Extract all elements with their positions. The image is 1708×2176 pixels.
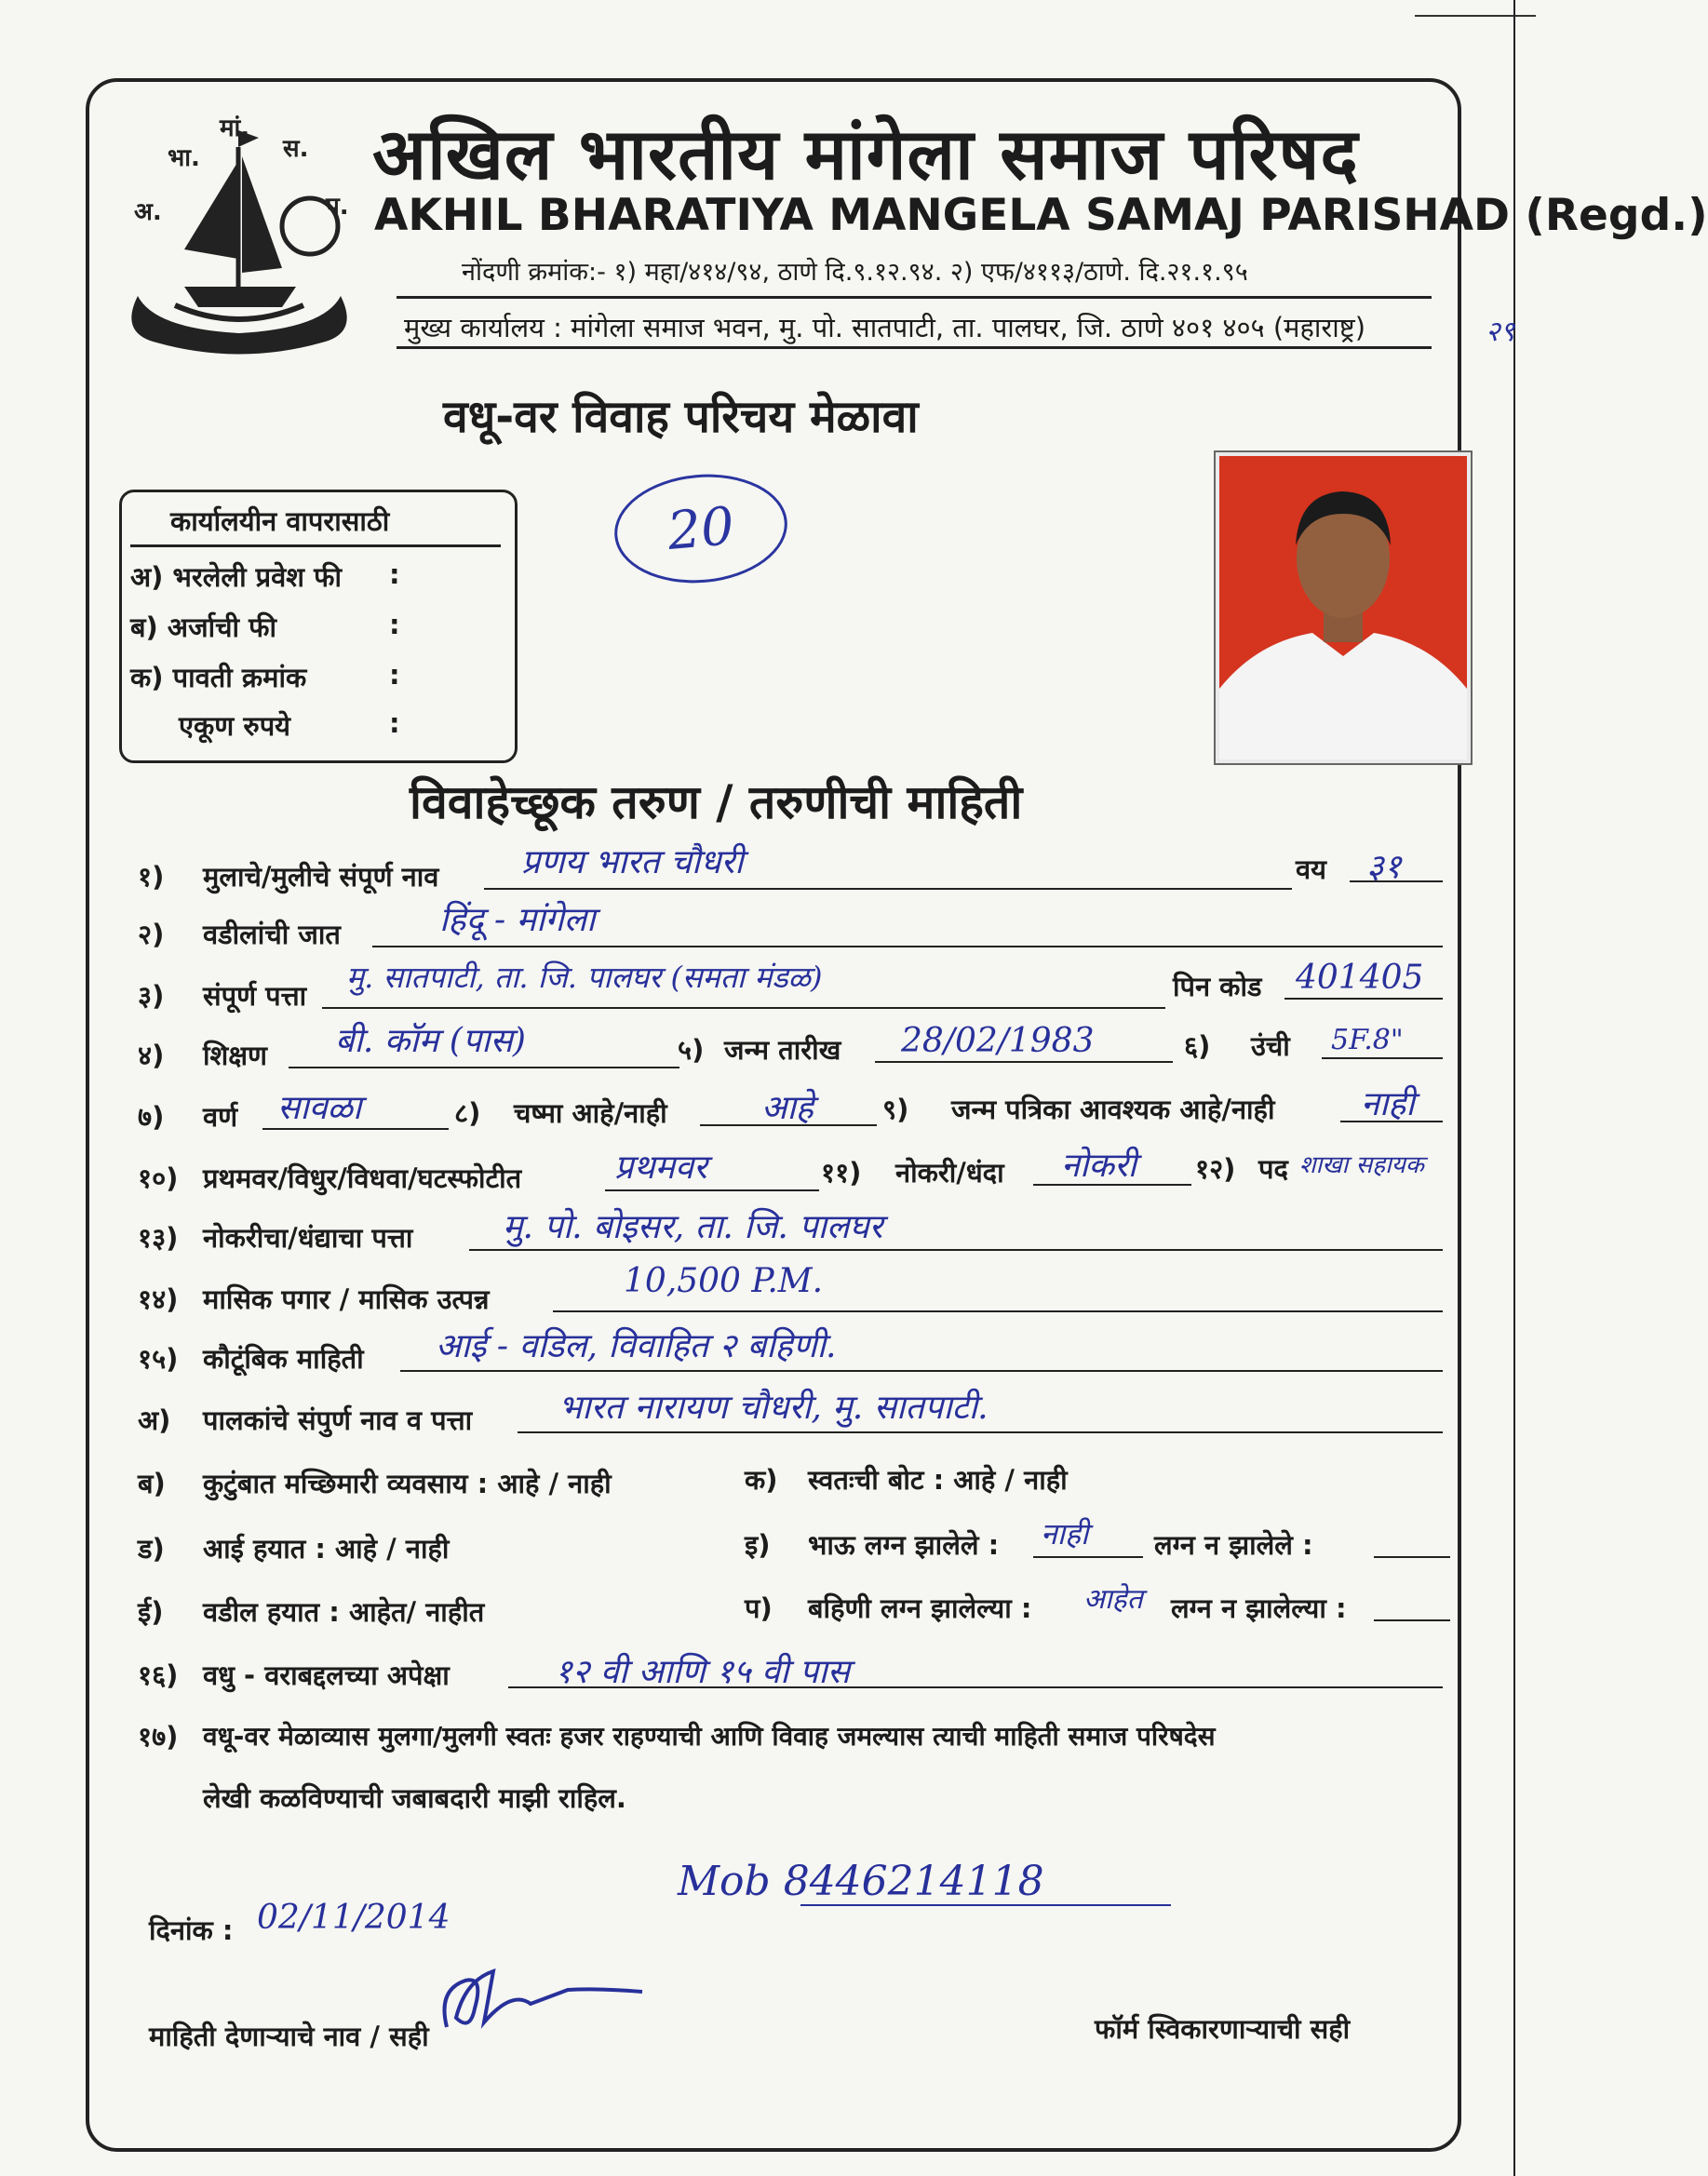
office-receipt-no-label: क) पावती क्रमांक	[130, 662, 307, 693]
logo-letter-bha: भा.	[168, 144, 200, 172]
fp-label2: लग्न न झालेल्या :	[1171, 1592, 1347, 1624]
fp-num: प)	[745, 1592, 773, 1624]
f1-num: १)	[138, 861, 165, 893]
f4-line	[289, 1067, 679, 1068]
fb-num: ब)	[138, 1468, 166, 1499]
f3-pin-line	[1284, 998, 1443, 1000]
f16-num: १६)	[138, 1659, 179, 1691]
f17-num: १७)	[138, 1721, 179, 1753]
f14-label: मासिक पगार / मासिक उत्पन्न	[203, 1283, 490, 1315]
f3-label: संपूर्ण पत्ता	[203, 980, 307, 1012]
f5-value: 28/02/1983	[901, 1022, 1095, 1060]
fa-label: पालकांचे संपुर्ण नाव व पत्ता	[203, 1404, 473, 1436]
f4-num: ४)	[138, 1040, 165, 1071]
fb-label: कुटुंबात मच्छिमारी व्यवसाय : आहे / नाही	[203, 1468, 612, 1499]
office-application-fee-sep: :	[389, 609, 400, 640]
fa-num: अ)	[138, 1404, 171, 1436]
fa-value: भारत नारायण चौधरी, मु. सातपाटी.	[558, 1389, 988, 1427]
applicant-signature	[428, 1953, 652, 2036]
f1-age-label: वय	[1296, 853, 1326, 885]
office-receipt-no-sep: :	[389, 659, 400, 691]
f3-pin-value: 401405	[1296, 959, 1424, 997]
serial-number: 20	[610, 467, 791, 590]
f5-num: ५)	[678, 1034, 705, 1066]
f10-value: प्रथमवर	[614, 1148, 707, 1187]
header-divider-2	[397, 346, 1432, 349]
f12-label: पद	[1258, 1153, 1288, 1185]
fe-label: वडील हयात : आहेत/ नाहीत	[203, 1596, 485, 1628]
fi-line2	[1374, 1556, 1450, 1558]
logo-letter-a: अ.	[134, 198, 162, 226]
f13-line	[469, 1249, 1443, 1251]
f11-value: नोकरी	[1061, 1147, 1137, 1185]
f9-label: जन्म पत्रिका आवश्यक आहे/नाही	[951, 1094, 1275, 1125]
fd-label: आई हयात : आहे / नाही	[203, 1533, 450, 1565]
f13-label: नोकरीचा/धंद्याचा पत्ता	[203, 1222, 413, 1254]
office-total-sep: :	[389, 707, 400, 739]
f17-line1: वधू-वर मेळाव्यास मुलगा/मुलगी स्वतः हजर राहण्याची आणि विवाह जमल्यास त्याची माहिती समाज परिषदेस	[203, 1721, 1216, 1752]
f14-line	[553, 1310, 1443, 1312]
top-edge-line	[1415, 15, 1536, 17]
header-divider-1	[397, 296, 1432, 299]
mobile-underline	[800, 1904, 1171, 1906]
registration-numbers: नोंदणी क्रमांक:- १) महा/४१४/९४, ठाणे दि.९.१२.९४. २) एफ/४११३/ठाणे. दि.२१.१.९५	[462, 258, 1248, 287]
logo-letter-man: मां.	[220, 114, 250, 142]
f1-line	[484, 888, 1292, 890]
f10-num: १०)	[138, 1162, 179, 1194]
f8-label: चष्मा आहे/नाही	[514, 1097, 667, 1129]
fi-line	[1033, 1556, 1143, 1558]
f8-value: आहे	[761, 1089, 814, 1127]
date-value: 02/11/2014	[257, 1899, 451, 1937]
f11-label: नोकरी/धंदा	[895, 1157, 1004, 1189]
f3-line	[322, 1007, 1165, 1009]
fk-label: स्वतःची बोट : आहे / नाही	[808, 1464, 1068, 1496]
f17-line2: लेखी कळविण्याची जबाबदारी माझी राहिल.	[203, 1782, 626, 1814]
fp-label: बहिणी लग्न झालेल्या :	[808, 1592, 1032, 1624]
office-use-divider	[130, 544, 501, 547]
f15-label: कौटूंबिक माहिती	[203, 1343, 364, 1375]
f15-num: १५)	[138, 1343, 179, 1375]
logo-letter-pa: प.	[326, 193, 349, 221]
event-title: वधू-वर विवाह परिचय मेळावा	[443, 391, 919, 443]
office-application-fee-label: ब) अर्जाची फी	[130, 611, 276, 643]
section-title: विवाहेच्छूक तरुण / तरुणीची माहिती	[410, 775, 1023, 829]
office-entry-fee-sep: :	[389, 558, 400, 590]
fp-value: आहेत	[1083, 1583, 1143, 1616]
fi-label: भाऊ लग्न झालेले :	[808, 1529, 1000, 1561]
f7-value: सावळा	[277, 1089, 362, 1127]
f16-label: वधु - वराबद्दलच्या अपेक्षा	[203, 1659, 450, 1691]
f15-value: आई - वडिल, विवाहित २ बहिणी.	[436, 1327, 837, 1365]
logo-letter-sa: स.	[283, 135, 309, 163]
f2-num: २)	[138, 919, 165, 950]
fi-value: नाही	[1041, 1516, 1089, 1551]
fd-num: ड)	[138, 1533, 165, 1565]
fe-num: ई)	[138, 1596, 164, 1628]
f13-num: १३)	[138, 1222, 179, 1254]
f15-line	[400, 1370, 1443, 1372]
f14-value: 10,500 P.M.	[624, 1262, 824, 1300]
f8-num: ८)	[454, 1097, 481, 1129]
f4-label: शिक्षण	[203, 1040, 267, 1071]
f13-value: मु. पो. बोइसर, ता. जि. पालघर	[503, 1208, 883, 1246]
fk-num: क)	[745, 1464, 778, 1496]
f6-label: उंची	[1251, 1030, 1290, 1062]
f1-age-value: ३१	[1366, 848, 1402, 886]
f12-value: शाखा सहायक	[1299, 1151, 1424, 1179]
f7-num: ७)	[138, 1101, 165, 1133]
f5-label: जन्म तारीख	[724, 1034, 841, 1066]
f7-label: वर्ण	[203, 1101, 238, 1133]
f6-num: ६)	[1184, 1030, 1211, 1062]
fi-label2: लग्न न झालेले :	[1154, 1529, 1313, 1561]
f4-value: बी. कॉम (पास)	[335, 1022, 526, 1060]
f9-num: ९)	[882, 1094, 909, 1125]
office-total-label: एकूण रुपये	[179, 710, 291, 742]
fp-line2	[1374, 1619, 1450, 1621]
f14-num: १४)	[138, 1283, 179, 1315]
f6-value: 5F.8"	[1331, 1024, 1404, 1056]
office-entry-fee-label: अ) भरलेली प्रवेश फी	[130, 561, 342, 593]
f6-line	[1322, 1057, 1443, 1059]
f10-label: प्रथमवर/विधुर/विधवा/घटस्फोटीत	[203, 1162, 522, 1194]
margin-mark: २९	[1486, 316, 1515, 348]
f11-num: ११)	[821, 1157, 862, 1189]
f10-line	[605, 1189, 819, 1191]
f3-num: ३)	[138, 980, 165, 1012]
applicant-photo	[1216, 452, 1471, 763]
f12-num: १२)	[1195, 1153, 1236, 1185]
date-label: दिनांक :	[149, 1914, 234, 1946]
f2-line	[372, 946, 1443, 947]
head-office-address: मुख्य कार्यालय : मांगेला समाज भवन, मु. पो. सातपाटी, ता. पालघर, जि. ठाणे ४०१ ४०५ (महाराष्ट्र)	[404, 312, 1366, 343]
f1-label: मुलाचे/मुलीचे संपूर्ण नाव	[203, 861, 439, 893]
f2-label: वडीलांची जात	[203, 919, 341, 950]
org-title-english: AKHIL BHARATIYA MANGELA SAMAJ PARISHAD (Regd.)	[374, 190, 1708, 241]
f1-value: प्रणय भारत चौधरी	[521, 843, 744, 881]
fa-line	[518, 1431, 1443, 1433]
receiver-signature-label: फॉर्म स्विकारणाऱ्याची सही	[1095, 2013, 1351, 2045]
f9-value: नाही	[1361, 1085, 1415, 1123]
mobile-number: Mob 8446214118	[678, 1858, 1044, 1905]
parishad-logo	[119, 110, 359, 357]
informant-signature-label: माहिती देणाऱ्याचे नाव / सही	[149, 2021, 429, 2052]
f3-pin-label: पिन कोड	[1173, 971, 1262, 1002]
f5-line	[875, 1061, 1173, 1063]
f16-value: १२ वी आणि १५ वी पास	[555, 1653, 851, 1691]
office-use-title: कार्यालयीन वापरासाठी	[170, 505, 390, 537]
f2-value: हिंदू - मांगेला	[439, 901, 596, 939]
fi-num: इ)	[745, 1529, 771, 1561]
org-title-marathi: अखिल भारतीय मांगेला समाज परिषद	[372, 113, 1359, 195]
f3-value: मु. सातपाटी, ता. जि. पालघर (समता मंडळ)	[346, 960, 823, 995]
